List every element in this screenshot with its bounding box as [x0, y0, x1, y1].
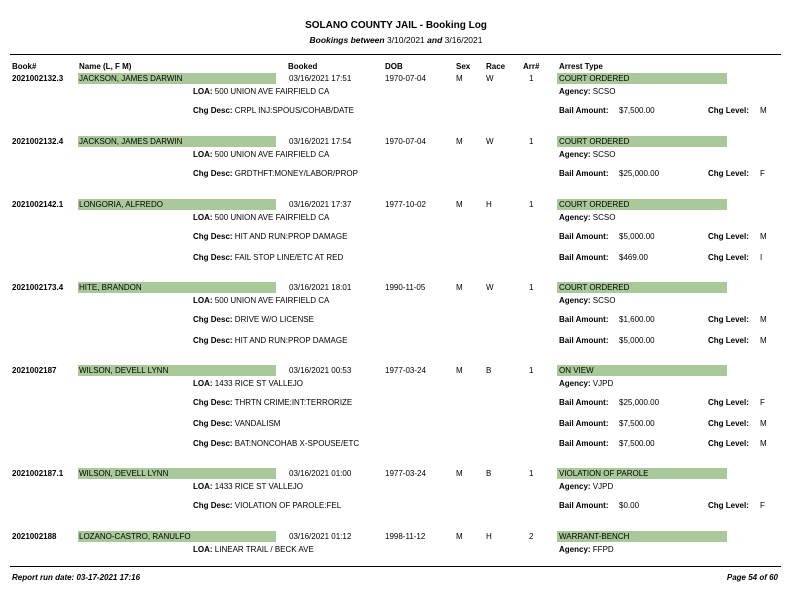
col-booked: Booked [288, 62, 318, 71]
inmate-name: JACKSON, JAMES DARWIN [78, 73, 276, 84]
charge-description [193, 169, 358, 178]
book-number: 2021002187 [12, 366, 57, 375]
dob: 1970-07-04 [385, 137, 426, 146]
charge-description [193, 419, 280, 428]
bail-amount-value: $469.00 [619, 252, 648, 262]
loa-label: LOA: [193, 379, 213, 388]
agency [559, 545, 614, 554]
chg-desc-value: THRTN CRIME:INT:TERRORIZE [234, 398, 353, 407]
charge-description [193, 106, 354, 115]
loa-value: 500 UNION AVE FAIRFIELD CA [214, 296, 330, 305]
agency-label: Agency: [559, 87, 591, 96]
sex: M [456, 366, 463, 375]
chg-level-label: Chg Level: [708, 335, 749, 345]
chg-level-value: M [760, 439, 767, 448]
bail-amount-label: Bail Amount: [559, 398, 609, 407]
col-race: Race [486, 62, 506, 71]
arrest-type: ON VIEW [557, 365, 727, 376]
agency-label: Agency: [559, 482, 591, 491]
loa-label: LOA: [193, 150, 213, 159]
bail-amount-label: Bail Amount: [559, 106, 609, 115]
agency-label: Agency: [559, 296, 591, 305]
charge-description [193, 336, 347, 345]
loa-label: LOA: [193, 545, 213, 554]
agency-label: Agency: [559, 379, 591, 388]
chg-desc-value: DRIVE W/O LICENSE [234, 315, 314, 324]
book-number: 2021002132.4 [12, 137, 64, 146]
chg-level-value: F [760, 169, 765, 178]
chg-level-label: Chg Level: [708, 232, 749, 241]
col-arrest-type: Arrest Type [559, 62, 603, 71]
inmate-name: LONGORIA, ALFREDO [78, 199, 276, 210]
chg-level-value: M [760, 315, 767, 324]
chg-level-value: F [760, 398, 765, 407]
booked-datetime: 03/16/2021 17:37 [289, 200, 352, 209]
location-of-arrest [193, 545, 314, 554]
race: W [486, 283, 494, 292]
agency [559, 87, 615, 96]
chg-level-value: M [760, 418, 767, 428]
chg-level-label: Chg Level: [708, 439, 749, 448]
book-number: 2021002188 [12, 532, 57, 541]
dob: 1977-10-02 [385, 200, 426, 209]
loa-label: LOA: [193, 213, 213, 222]
arrest-type: VIOLATION OF PAROLE [557, 468, 727, 479]
chg-desc-value: VANDALISM [234, 418, 281, 428]
location-of-arrest [193, 87, 329, 96]
agency-label: Agency: [559, 213, 591, 222]
report-subtitle [0, 35, 792, 45]
agency [559, 150, 615, 159]
chg-desc-label: Chg Desc: [193, 501, 233, 510]
agency-value: SCSO [592, 296, 616, 305]
book-number: 2021002173.4 [12, 283, 64, 292]
loa-value: 1433 RICE ST VALLEJO [214, 379, 303, 388]
subtitle-prefix: Bookings between [309, 35, 385, 45]
chg-level-label: Chg Level: [708, 418, 749, 428]
dob: 1998-11-12 [385, 532, 426, 541]
chg-desc-label: Chg Desc: [193, 398, 233, 407]
race: H [486, 532, 492, 541]
agency [559, 379, 613, 388]
bail-amount-value: $25,000.00 [619, 169, 660, 178]
race: H [486, 200, 492, 209]
bail-amount-value: $5,000.00 [619, 335, 655, 345]
page-number: Page 54 of 60 [726, 573, 778, 582]
subtitle-and: and [427, 35, 443, 45]
inmate-name: WILSON, DEVELL LYNN [78, 468, 276, 479]
agency-value: SCSO [592, 213, 616, 222]
location-of-arrest [193, 296, 329, 305]
location-of-arrest [193, 482, 303, 491]
arrest-number: 1 [529, 137, 534, 146]
loa-value: 500 UNION AVE FAIRFIELD CA [214, 213, 330, 222]
chg-level-label: Chg Level: [708, 169, 749, 178]
chg-desc-value: FAIL STOP LINE/ETC AT RED [234, 252, 344, 262]
booked-datetime: 03/16/2021 17:51 [289, 74, 352, 83]
arrest-number: 1 [529, 283, 534, 292]
date-from: 3/10/2021 [386, 35, 425, 45]
bail-amount-label: Bail Amount: [559, 232, 609, 241]
agency-value: FFPD [592, 545, 614, 554]
bail-amount-value: $1,600.00 [619, 315, 655, 324]
loa-value: 500 UNION AVE FAIRFIELD CA [214, 87, 330, 96]
chg-level-label: Chg Level: [708, 252, 749, 262]
agency-value: VJPD [592, 379, 614, 388]
loa-value: 1433 RICE ST VALLEJO [214, 482, 303, 491]
loa-label: LOA: [193, 296, 213, 305]
arrest-number: 1 [529, 200, 534, 209]
agency-value: SCSO [592, 87, 616, 96]
chg-desc-label: Chg Desc: [193, 418, 233, 428]
chg-level-value: F [760, 501, 765, 510]
chg-level-value: I [760, 252, 763, 262]
arrest-type: COURT ORDERED [557, 73, 727, 84]
bail-amount-label: Bail Amount: [559, 315, 609, 324]
arrest-type: COURT ORDERED [557, 136, 727, 147]
inmate-name: WILSON, DEVELL LYNN [78, 365, 276, 376]
bail-amount-label: Bail Amount: [559, 335, 609, 345]
charge-description [193, 398, 352, 407]
chg-desc-label: Chg Desc: [193, 335, 233, 345]
loa-label: LOA: [193, 87, 213, 96]
charge-description [193, 439, 359, 448]
race: B [486, 366, 492, 375]
agency [559, 482, 613, 491]
sex: M [456, 283, 463, 292]
location-of-arrest [193, 379, 303, 388]
col-book: Book# [12, 62, 37, 71]
chg-level-value: M [760, 106, 767, 115]
charge-description [193, 315, 314, 324]
booked-datetime: 03/16/2021 18:01 [289, 283, 352, 292]
dob: 1977-03-24 [385, 469, 426, 478]
sex: M [456, 200, 463, 209]
chg-desc-label: Chg Desc: [193, 315, 233, 324]
arrest-number: 1 [529, 74, 534, 83]
charge-description [193, 232, 347, 241]
agency [559, 296, 615, 305]
report-run-date: Report run date: 03-17-2021 17:16 [12, 573, 141, 582]
location-of-arrest [193, 150, 329, 159]
inmate-name: HITE, BRANDON [78, 282, 276, 293]
chg-desc-label: Chg Desc: [193, 232, 233, 241]
chg-level-label: Chg Level: [708, 106, 749, 115]
report-title: SOLANO COUNTY JAIL - Booking Log [305, 20, 487, 31]
book-number: 2021002187.1 [12, 469, 64, 478]
chg-desc-label: Chg Desc: [193, 439, 233, 448]
col-dob: DOB [385, 62, 403, 71]
arrest-type: WARRANT-BENCH [557, 531, 727, 542]
booked-datetime: 03/16/2021 01:12 [289, 532, 352, 541]
agency-value: VJPD [592, 482, 614, 491]
arrest-number: 2 [529, 532, 534, 541]
race: B [486, 469, 492, 478]
chg-level-label: Chg Level: [708, 501, 749, 510]
col-arr: Arr# [523, 62, 540, 71]
agency-label: Agency: [559, 545, 591, 554]
chg-desc-value: VIOLATION OF PAROLE:FEL [234, 501, 342, 510]
sex: M [456, 137, 463, 146]
bail-amount-label: Bail Amount: [559, 169, 609, 178]
loa-value: LINEAR TRAIL / BECK AVE [214, 545, 314, 554]
charge-description [193, 501, 341, 510]
bail-amount-value: $7,500.00 [619, 418, 655, 428]
bail-amount-label: Bail Amount: [559, 252, 609, 262]
dob: 1970-07-04 [385, 74, 426, 83]
bail-amount-label: Bail Amount: [559, 501, 609, 510]
loa-label: LOA: [193, 482, 213, 491]
agency-label: Agency: [559, 150, 591, 159]
race: W [486, 137, 494, 146]
dob: 1990-11-05 [385, 283, 426, 292]
agency-value: SCSO [592, 150, 616, 159]
sex: M [456, 74, 463, 83]
chg-desc-value: BAT:NONCOHAB X-SPOUSE/ETC [234, 439, 360, 448]
charge-description [193, 253, 343, 262]
chg-level-label: Chg Level: [708, 315, 749, 324]
chg-level-value: M [760, 335, 767, 345]
chg-desc-value: HIT AND RUN:PROP DAMAGE [234, 232, 348, 241]
inmate-name: LOZANO-CASTRO, RANULFO [78, 531, 276, 542]
chg-desc-value: HIT AND RUN:PROP DAMAGE [234, 335, 348, 345]
booked-datetime: 03/16/2021 00:53 [289, 366, 352, 375]
footer-rule [10, 566, 781, 567]
chg-desc-label: Chg Desc: [193, 106, 233, 115]
col-name: Name (L, F M) [79, 62, 132, 71]
bail-amount-value: $7,500.00 [619, 106, 655, 115]
bail-amount-value: $7,500.00 [619, 439, 655, 448]
dob: 1977-03-24 [385, 366, 426, 375]
chg-desc-value: GRDTHFT:MONEY/LABOR/PROP [234, 169, 358, 178]
loa-value: 500 UNION AVE FAIRFIELD CA [214, 150, 330, 159]
chg-level-value: M [760, 232, 767, 241]
bail-amount-value: $0.00 [619, 501, 640, 510]
arrest-number: 1 [529, 366, 534, 375]
col-sex: Sex [456, 62, 471, 71]
chg-desc-value: CRPL INJ:SPOUS/COHAB/DATE [234, 106, 354, 115]
header-rule [10, 54, 781, 55]
booked-datetime: 03/16/2021 01:00 [289, 469, 352, 478]
sex: M [456, 469, 463, 478]
booked-datetime: 03/16/2021 17:54 [289, 137, 352, 146]
chg-level-label: Chg Level: [708, 398, 749, 407]
date-to: 3/16/2021 [444, 35, 483, 45]
race: W [486, 74, 494, 83]
chg-desc-label: Chg Desc: [193, 252, 233, 262]
bail-amount-label: Bail Amount: [559, 439, 609, 448]
book-number: 2021002132.3 [12, 74, 64, 83]
book-number: 2021002142.1 [12, 200, 64, 209]
sex: M [456, 532, 463, 541]
location-of-arrest [193, 213, 329, 222]
arrest-type: COURT ORDERED [557, 199, 727, 210]
bail-amount-value: $5,000.00 [619, 232, 655, 241]
arrest-number: 1 [529, 469, 534, 478]
agency [559, 213, 615, 222]
inmate-name: JACKSON, JAMES DARWIN [78, 136, 276, 147]
arrest-type: COURT ORDERED [557, 282, 727, 293]
bail-amount-label: Bail Amount: [559, 418, 609, 428]
chg-desc-label: Chg Desc: [193, 169, 233, 178]
bail-amount-value: $25,000.00 [619, 398, 660, 407]
